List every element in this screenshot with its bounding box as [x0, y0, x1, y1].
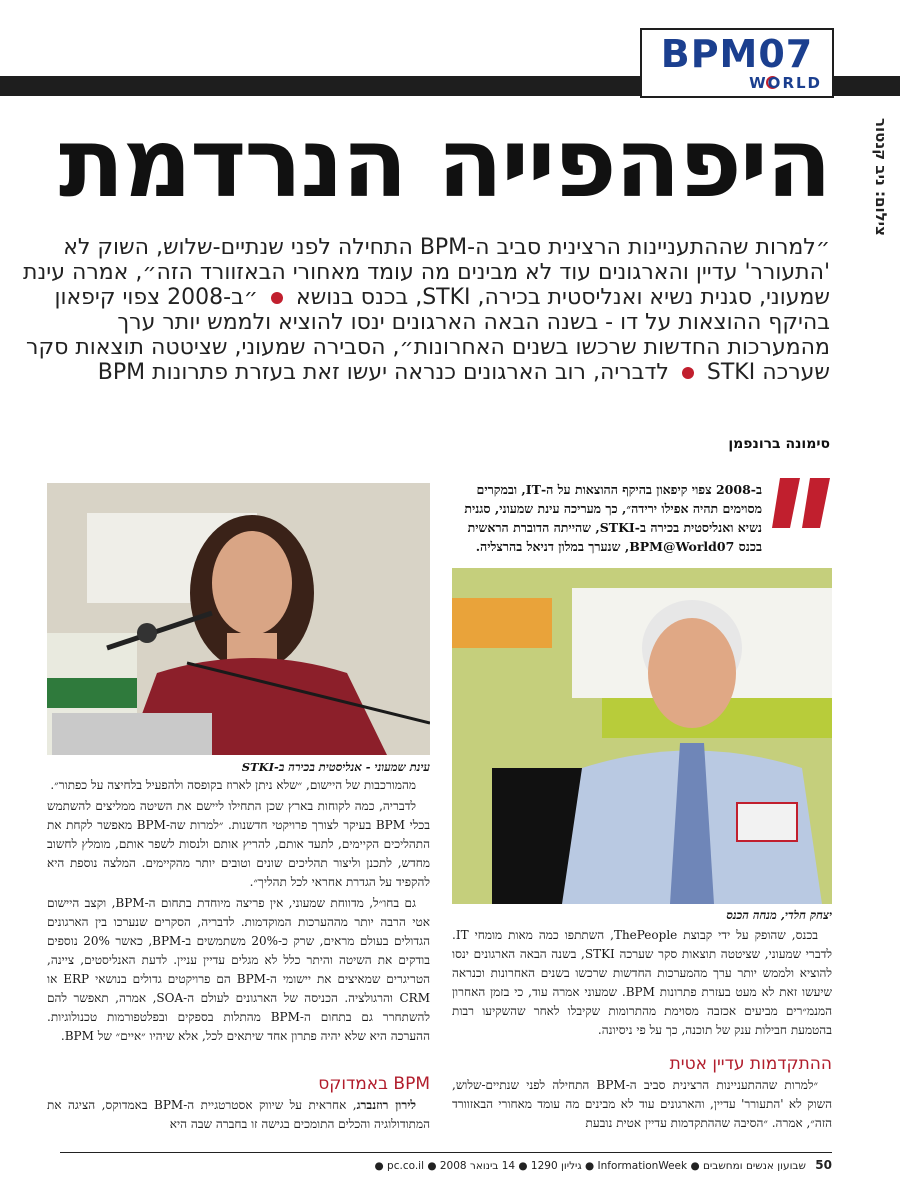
subheading-amdocs: BPM באמדוקס: [318, 1074, 430, 1094]
article-column-right: [452, 926, 832, 1042]
right-paragraph-1: בכנס, שהופק על ידי קבוצת ThePeople, השתתפו כמה מאות מומחי IT. לדברי שמעוני, שציטטה תוצאות סקר שערכה STKI, בשנה הבאה הארגונים ינסו להוציא ולממש יותר ערך מהמערכות החדשות שרכשו בשנים האחרונות וכנראה שיעשו זאת לא מעט בעזרת פתרונות BPM. שמעוני אמרה עוד, כי בזמן האחרון המנמ״רים מביעים אכזבה מסוימת מהתרומות שקיבלו לאחר שהשקיעו רבות בהטמעת חבילות ענק של תוכנה, כך על פי ניסיונה.: [452, 928, 833, 1037]
pull-quote: ב-2008 צפוי קיפאון בהיקף ההוצאות על ה-IT, ובמקרים מסוימים תהיה אפילו ירידה״, כך מעריכה עינת שמעוני, סגנית נשיא ואנליסטית בכירה ב-STKI, שהייתה הדוברת הראשית בכנס BPM@World07, שנערך במלון דניאל בהרצליה.: [464, 482, 762, 554]
article-column-left: [47, 776, 430, 1048]
bullet-dot-icon: [682, 367, 694, 379]
lead-part-1: ״למרות שההתעניינות הרצינית סביב ה-BPM התחילה לפני שנתיים-שלוש, השוק לא 'התעורר' עדיין והארגונים עוד לא מבינים מה עומד מאחורי הבאזוורד הזה״, אמרה עינת שמעוני, סגנית נשיא ואנליסטית בכירה, STKI, בכנס בנושא: [23, 235, 830, 310]
left-paragraph-4: , אחראית על שיווק אסטרטגיית ה-BPM באמדוקס, הציגה את המתודולוגיה והכלים התומכים בגישה זו בחברה שבה היא: [47, 1098, 430, 1131]
page-footer: [0, 1152, 900, 1176]
person-name: לירון רוזנברג: [356, 1098, 417, 1112]
author-byline: סימונה ברונפמן: [728, 436, 830, 452]
quote-mark-icon: [772, 478, 832, 528]
logo-main: BPM07: [660, 32, 814, 76]
lead-part-3: לדבריה, רוב הארגונים כנראה יעשו זאת בעזרת פתרונות BPM: [97, 360, 669, 385]
bullet-dot-icon: [271, 292, 283, 304]
right-paragraph-2: ״למרות שההתעניינות הרצינית סביב ה-BPM התחילה לפני שנתיים-שלוש, השוק לא 'התעורר' עדיין, והארגונים עוד לא מבינים מה עומד מאחורי הבאזוורד הזה״, אמרה. ״הסיבה שההתקדמות עדיין אטית נובעת: [452, 1078, 832, 1130]
lead-part-2: ״ב-2008 צפוי קיפאון בהיקף ההוצאות על דו - בשנה הבאה הארגונים ינסו להוציא ולממש יותר ערך מהמערכות החדשות שרכשו בשנים האחרונות״, הסבירה שמעוני, שציטטה תוצאות סקר שערכה STKI: [26, 285, 830, 385]
left-paragraph-1: מהמורכבות של היישום, ״שלא ניתן לארוז בקופסה ולהפעיל בלחיצה על כפתור״.: [50, 778, 416, 792]
left-paragraph-3: גם בחו״ל, מדווחת שמעוני, אין פריצה מיוחדת בתחום ה-BPM, וקצב היישום אטי הרבה יותר מההערכות המוקדמות. לדבריה, הסקרים שנערכו בין הארגונים הגדולים בעולם מראים, שרק כ-20% משתמשים ב-BPM, כאשר 20% נוספים בודקים את השיטה והיתר כלל לא מגלים עדיין עניין. לדעת האנליסטים, ציינה, הטריגרים שמאיצים את יישומי ה-BPM הם פרויקטים גדולים בנושאי ERP או CRM והרגולציה. הכניסה של הארגונים לעולם ה-SOA, אמרה, תאפשר להם להשתחרר גם בתחום ה-BPM מהתלות בספקים ובפלטפורמות טכנולוגיות. ההערכה היא שלא יהיה פתרון אחד שיתאים לכל, אלא שיהיו ״איים״ של BPM.: [47, 896, 431, 1043]
lead-paragraph: [18, 235, 830, 385]
article-column-left-continued: [47, 1096, 430, 1136]
photo-moderator-man: [452, 568, 832, 904]
photo-caption-right: יצחק חלדי, מנחה הכנס: [726, 908, 832, 922]
photo-speaker-woman: [47, 483, 430, 755]
left-paragraph-2: לדבריה, כמה לקוחות בארץ שכן התחילו ליישם את השיטה ממליצים להשתמש בכלי BPM בעיקר לצורך פרויקטי חדשנות. ״למרות שה-BPM מאפשר לקחת את התהליכים הקיימים, לתעד אותם, להריץ אותם ולנסות לשפר אותם, מומלץ לחשוב מחדש, לתכנן וליצור תהליכים שונים וטובים יותר מהקיימים. המלצה נוספת היא להקפיד על הגדרת אחראי לכל תהליך״.: [47, 799, 430, 889]
footer-publication: שבועון אנשים ומחשבים ● InformationWeek ● גיליון 1290 ● 14 בינואר 2008 ● pc.co.il ●: [374, 1160, 806, 1172]
subheading-progress: ההתקדמות עדיין אטית: [669, 1054, 832, 1074]
photo-caption-left: עינת שמעוני - אנליסטית בכירה ב-STKI: [241, 760, 430, 774]
page-title: היפהפייה הנרדמת: [58, 107, 830, 219]
bpm07-world-logo: [640, 28, 834, 98]
photo-credit: צילום: ניב קנטור: [872, 118, 890, 236]
footer-rule: [60, 1152, 832, 1153]
article-column-right-continued: [452, 1076, 832, 1135]
logo-sub: WORLD: [749, 74, 822, 92]
footer-text-line: [375, 1158, 832, 1172]
page-number: 50: [815, 1158, 832, 1172]
